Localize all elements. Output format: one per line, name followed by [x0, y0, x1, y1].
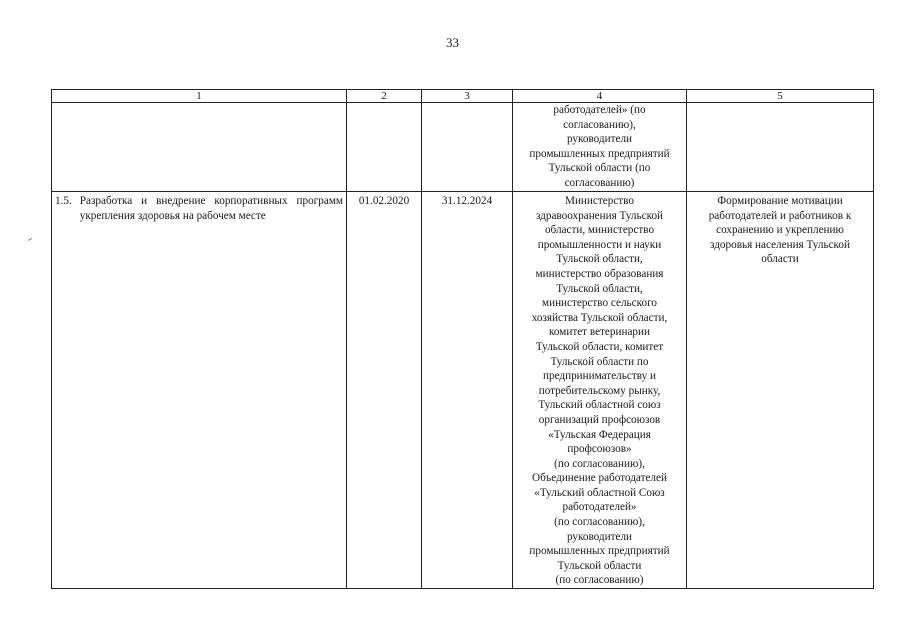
executor-line: (по согласованию),: [554, 516, 645, 529]
result-line: области: [761, 253, 799, 266]
continuation-end-cell: [422, 103, 513, 192]
measures-table: [51, 89, 874, 589]
page-number: 33: [446, 35, 459, 50]
executor-line: потребительскому рынку,: [538, 384, 661, 397]
column-number-5: 5: [687, 90, 874, 103]
executor-line: хозяйства Тульской области,: [531, 311, 668, 324]
continuation-row: [52, 103, 874, 192]
executor-line: профсоюзов»: [567, 443, 632, 456]
executor-line: Тульской области,: [556, 253, 643, 266]
executor-line: промышленности и науки: [537, 238, 662, 251]
executors-cell: [513, 192, 687, 589]
continuation-activity-cell: [52, 103, 347, 192]
activity-text: Разработка и внедрение корпоративных программ укрепления здоровья на рабочем месте: [79, 195, 343, 222]
continuation-result-cell: [687, 103, 874, 192]
executor-line: организаций профсоюзов: [538, 413, 661, 426]
start-date: 01.02.2020: [358, 195, 410, 207]
end-date-cell: [422, 192, 513, 589]
result-line: сохранению и укреплению: [716, 224, 844, 237]
result-cell: [687, 192, 874, 589]
executor-line: «Тульский областной Союз: [534, 486, 665, 499]
executor-line: работодателей» (по: [553, 104, 646, 116]
column-number-row: [52, 90, 874, 103]
result-line: здоровья населения Тульской: [710, 238, 850, 251]
executor-line: Тульской области по: [550, 355, 649, 368]
column-number-2: 2: [347, 90, 422, 103]
executor-line: Тульской области, комитет: [535, 340, 664, 353]
result-line: работодателей и работников к: [708, 209, 852, 222]
executor-line: согласованию): [564, 176, 635, 189]
column-number-1: 1: [52, 90, 347, 103]
executor-line: руководители: [566, 133, 633, 146]
executor-line: Тульской области: [557, 559, 642, 572]
executor-line: Объединение работодателей: [532, 472, 667, 485]
executor-line: предпринимательству и: [543, 370, 656, 383]
table-row: [52, 192, 874, 589]
executor-line: комитет ветеринарии: [549, 326, 650, 339]
continuation-start-cell: [347, 103, 422, 192]
continuation-executors-cell: [513, 103, 687, 192]
scan-speck: [28, 238, 32, 241]
executor-line: «Тульская Федерация: [548, 428, 651, 441]
activity-cell: [52, 192, 347, 589]
executor-line: Министерство: [565, 195, 634, 207]
executor-line: министерство сельского: [542, 297, 657, 310]
executor-line: промышленных предприятий: [529, 545, 670, 558]
executor-line: (по согласованию),: [554, 457, 645, 470]
executor-line: промышленных предприятий: [529, 147, 670, 160]
column-number-4: 4: [513, 90, 687, 103]
executor-line: Тульской области (по: [548, 162, 651, 175]
row-number: 1.5.: [55, 195, 72, 207]
column-number-3: 3: [422, 90, 513, 103]
executor-line: Тульской области,: [556, 282, 643, 295]
start-date-cell: [347, 192, 422, 589]
executor-line: области, министерство: [544, 224, 655, 237]
executor-line: Тульский областной союз: [538, 399, 661, 412]
executor-line: здравоохранения Тульской: [535, 209, 664, 222]
end-date: 31.12.2024: [441, 195, 493, 207]
result-line: Формирование мотивации: [717, 195, 843, 207]
executor-line: руководители: [566, 530, 633, 543]
executor-line: работодателей»: [562, 501, 637, 514]
executor-line: (по согласованию): [555, 574, 644, 587]
executor-line: согласованию),: [563, 118, 636, 131]
executor-line: министерство образования: [535, 267, 664, 280]
